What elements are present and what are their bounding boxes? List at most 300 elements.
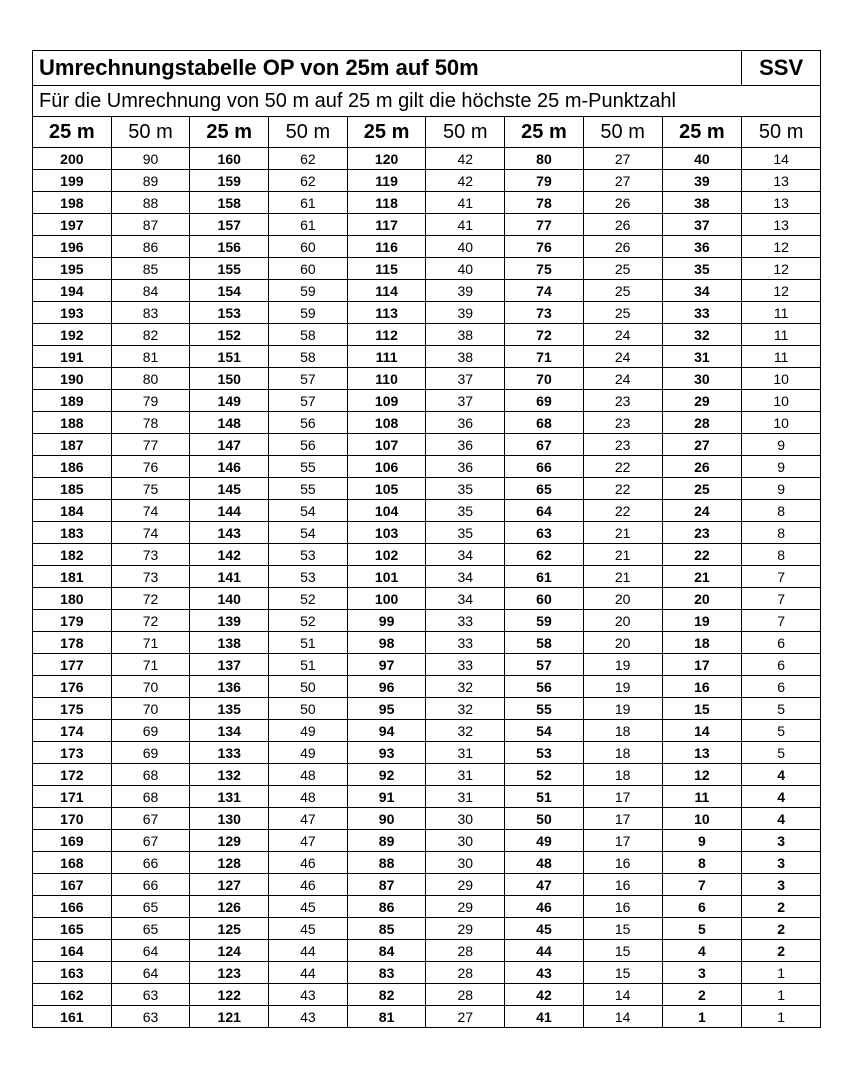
table-row <box>33 148 821 170</box>
score-25m-cell: 93 <box>347 742 426 764</box>
score-50m-cell: 45 <box>269 918 348 940</box>
score-50m-cell: 34 <box>426 566 505 588</box>
score-50m-cell: 16 <box>583 874 662 896</box>
score-50m-cell: 20 <box>583 610 662 632</box>
score-50m-cell: 60 <box>269 236 348 258</box>
score-25m-cell: 104 <box>347 500 426 522</box>
table-row <box>33 610 821 632</box>
score-25m-cell: 125 <box>190 918 269 940</box>
score-25m-cell: 11 <box>662 786 742 808</box>
score-50m-cell: 46 <box>269 852 348 874</box>
score-25m-cell: 60 <box>505 588 584 610</box>
score-50m-cell: 60 <box>269 258 348 280</box>
score-25m-cell: 173 <box>33 742 112 764</box>
score-50m-cell: 36 <box>426 412 505 434</box>
column-header-50m: 50 m <box>111 117 190 148</box>
score-25m-cell: 80 <box>505 148 584 170</box>
score-25m-cell: 114 <box>347 280 426 302</box>
score-50m-cell: 40 <box>426 236 505 258</box>
score-50m-cell: 6 <box>742 632 821 654</box>
score-50m-cell: 16 <box>583 852 662 874</box>
score-25m-cell: 118 <box>347 192 426 214</box>
table-row <box>33 324 821 346</box>
table-row <box>33 654 821 676</box>
score-25m-cell: 99 <box>347 610 426 632</box>
score-25m-cell: 169 <box>33 830 112 852</box>
score-50m-cell: 29 <box>426 896 505 918</box>
score-25m-cell: 165 <box>33 918 112 940</box>
score-25m-cell: 176 <box>33 676 112 698</box>
score-50m-cell: 26 <box>583 192 662 214</box>
score-25m-cell: 196 <box>33 236 112 258</box>
table-row <box>33 170 821 192</box>
score-25m-cell: 52 <box>505 764 584 786</box>
score-50m-cell: 18 <box>583 720 662 742</box>
table-row <box>33 896 821 918</box>
score-50m-cell: 34 <box>426 588 505 610</box>
score-50m-cell: 69 <box>111 742 190 764</box>
score-50m-cell: 26 <box>583 236 662 258</box>
score-25m-cell: 194 <box>33 280 112 302</box>
score-50m-cell: 62 <box>269 148 348 170</box>
score-25m-cell: 42 <box>505 984 584 1006</box>
score-50m-cell: 67 <box>111 808 190 830</box>
score-25m-cell: 58 <box>505 632 584 654</box>
score-50m-cell: 6 <box>742 676 821 698</box>
table-row <box>33 478 821 500</box>
score-50m-cell: 14 <box>583 984 662 1006</box>
score-50m-cell: 69 <box>111 720 190 742</box>
score-25m-cell: 157 <box>190 214 269 236</box>
score-50m-cell: 22 <box>583 456 662 478</box>
score-25m-cell: 161 <box>33 1006 112 1028</box>
score-25m-cell: 100 <box>347 588 426 610</box>
score-50m-cell: 5 <box>742 720 821 742</box>
score-25m-cell: 40 <box>662 148 742 170</box>
score-50m-cell: 31 <box>426 764 505 786</box>
score-50m-cell: 89 <box>111 170 190 192</box>
score-25m-cell: 134 <box>190 720 269 742</box>
score-25m-cell: 70 <box>505 368 584 390</box>
table-row <box>33 280 821 302</box>
score-50m-cell: 24 <box>583 368 662 390</box>
score-50m-cell: 52 <box>269 610 348 632</box>
score-50m-cell: 55 <box>269 456 348 478</box>
score-50m-cell: 54 <box>269 522 348 544</box>
score-50m-cell: 37 <box>426 368 505 390</box>
score-25m-cell: 144 <box>190 500 269 522</box>
score-25m-cell: 184 <box>33 500 112 522</box>
score-50m-cell: 1 <box>742 962 821 984</box>
score-50m-cell: 4 <box>742 808 821 830</box>
score-25m-cell: 105 <box>347 478 426 500</box>
score-25m-cell: 152 <box>190 324 269 346</box>
score-50m-cell: 18 <box>583 764 662 786</box>
score-50m-cell: 19 <box>583 698 662 720</box>
score-25m-cell: 56 <box>505 676 584 698</box>
score-50m-cell: 30 <box>426 830 505 852</box>
score-50m-cell: 13 <box>742 170 821 192</box>
score-25m-cell: 66 <box>505 456 584 478</box>
score-50m-cell: 14 <box>583 1006 662 1028</box>
score-25m-cell: 27 <box>662 434 742 456</box>
score-25m-cell: 115 <box>347 258 426 280</box>
score-50m-cell: 18 <box>583 742 662 764</box>
score-50m-cell: 55 <box>269 478 348 500</box>
score-50m-cell: 83 <box>111 302 190 324</box>
score-50m-cell: 35 <box>426 522 505 544</box>
score-50m-cell: 16 <box>583 896 662 918</box>
table-row <box>33 500 821 522</box>
score-50m-cell: 41 <box>426 214 505 236</box>
score-50m-cell: 73 <box>111 544 190 566</box>
score-25m-cell: 136 <box>190 676 269 698</box>
score-50m-cell: 7 <box>742 588 821 610</box>
score-50m-cell: 46 <box>269 874 348 896</box>
column-header-row <box>33 117 821 148</box>
score-25m-cell: 154 <box>190 280 269 302</box>
column-header-50m: 50 m <box>742 117 821 148</box>
score-50m-cell: 74 <box>111 522 190 544</box>
score-25m-cell: 172 <box>33 764 112 786</box>
score-50m-cell: 47 <box>269 830 348 852</box>
score-50m-cell: 29 <box>426 874 505 896</box>
score-50m-cell: 56 <box>269 412 348 434</box>
score-50m-cell: 9 <box>742 478 821 500</box>
score-50m-cell: 36 <box>426 456 505 478</box>
score-25m-cell: 84 <box>347 940 426 962</box>
score-25m-cell: 10 <box>662 808 742 830</box>
score-25m-cell: 82 <box>347 984 426 1006</box>
score-50m-cell: 87 <box>111 214 190 236</box>
score-25m-cell: 24 <box>662 500 742 522</box>
score-50m-cell: 86 <box>111 236 190 258</box>
score-25m-cell: 21 <box>662 566 742 588</box>
table-row <box>33 192 821 214</box>
score-25m-cell: 153 <box>190 302 269 324</box>
score-25m-cell: 164 <box>33 940 112 962</box>
score-25m-cell: 162 <box>33 984 112 1006</box>
score-25m-cell: 12 <box>662 764 742 786</box>
score-50m-cell: 51 <box>269 654 348 676</box>
score-50m-cell: 35 <box>426 500 505 522</box>
score-25m-cell: 53 <box>505 742 584 764</box>
score-25m-cell: 28 <box>662 412 742 434</box>
table-row <box>33 984 821 1006</box>
score-50m-cell: 43 <box>269 1006 348 1028</box>
score-50m-cell: 49 <box>269 742 348 764</box>
score-25m-cell: 95 <box>347 698 426 720</box>
score-25m-cell: 197 <box>33 214 112 236</box>
score-50m-cell: 37 <box>426 390 505 412</box>
score-25m-cell: 14 <box>662 720 742 742</box>
score-50m-cell: 44 <box>269 962 348 984</box>
score-50m-cell: 48 <box>269 786 348 808</box>
score-50m-cell: 32 <box>426 720 505 742</box>
score-25m-cell: 67 <box>505 434 584 456</box>
score-25m-cell: 103 <box>347 522 426 544</box>
score-50m-cell: 24 <box>583 324 662 346</box>
score-25m-cell: 200 <box>33 148 112 170</box>
score-25m-cell: 78 <box>505 192 584 214</box>
score-25m-cell: 8 <box>662 852 742 874</box>
score-50m-cell: 56 <box>269 434 348 456</box>
score-25m-cell: 101 <box>347 566 426 588</box>
score-25m-cell: 90 <box>347 808 426 830</box>
score-50m-cell: 32 <box>426 676 505 698</box>
score-25m-cell: 146 <box>190 456 269 478</box>
score-50m-cell: 31 <box>426 786 505 808</box>
score-50m-cell: 3 <box>742 874 821 896</box>
column-header-50m: 50 m <box>426 117 505 148</box>
score-50m-cell: 14 <box>742 148 821 170</box>
score-50m-cell: 36 <box>426 434 505 456</box>
score-50m-cell: 3 <box>742 830 821 852</box>
score-50m-cell: 17 <box>583 830 662 852</box>
score-25m-cell: 119 <box>347 170 426 192</box>
score-25m-cell: 131 <box>190 786 269 808</box>
score-50m-cell: 53 <box>269 566 348 588</box>
score-50m-cell: 77 <box>111 434 190 456</box>
score-50m-cell: 38 <box>426 346 505 368</box>
score-50m-cell: 24 <box>583 346 662 368</box>
score-50m-cell: 21 <box>583 566 662 588</box>
score-50m-cell: 23 <box>583 434 662 456</box>
score-50m-cell: 27 <box>583 148 662 170</box>
score-50m-cell: 67 <box>111 830 190 852</box>
score-25m-cell: 140 <box>190 588 269 610</box>
table-row <box>33 720 821 742</box>
column-header-50m: 50 m <box>583 117 662 148</box>
score-50m-cell: 84 <box>111 280 190 302</box>
score-50m-cell: 85 <box>111 258 190 280</box>
table-row <box>33 236 821 258</box>
table-subtitle: Für die Umrechnung von 50 m auf 25 m gilt die höchste 25 m-Punktzahl <box>33 86 821 117</box>
score-50m-cell: 1 <box>742 984 821 1006</box>
score-50m-cell: 10 <box>742 390 821 412</box>
score-50m-cell: 49 <box>269 720 348 742</box>
score-25m-cell: 31 <box>662 346 742 368</box>
score-50m-cell: 42 <box>426 170 505 192</box>
score-25m-cell: 141 <box>190 566 269 588</box>
score-25m-cell: 175 <box>33 698 112 720</box>
score-25m-cell: 96 <box>347 676 426 698</box>
score-50m-cell: 20 <box>583 632 662 654</box>
score-50m-cell: 52 <box>269 588 348 610</box>
score-25m-cell: 39 <box>662 170 742 192</box>
score-25m-cell: 87 <box>347 874 426 896</box>
score-25m-cell: 159 <box>190 170 269 192</box>
score-25m-cell: 91 <box>347 786 426 808</box>
score-25m-cell: 107 <box>347 434 426 456</box>
score-50m-cell: 28 <box>426 984 505 1006</box>
score-50m-cell: 32 <box>426 698 505 720</box>
column-header-25m: 25 m <box>33 117 112 148</box>
table-row <box>33 434 821 456</box>
score-25m-cell: 143 <box>190 522 269 544</box>
score-50m-cell: 39 <box>426 280 505 302</box>
score-25m-cell: 179 <box>33 610 112 632</box>
score-25m-cell: 71 <box>505 346 584 368</box>
score-50m-cell: 68 <box>111 786 190 808</box>
score-50m-cell: 17 <box>583 808 662 830</box>
score-50m-cell: 75 <box>111 478 190 500</box>
score-50m-cell: 65 <box>111 896 190 918</box>
score-25m-cell: 109 <box>347 390 426 412</box>
score-25m-cell: 47 <box>505 874 584 896</box>
score-50m-cell: 19 <box>583 654 662 676</box>
table-row <box>33 830 821 852</box>
score-25m-cell: 34 <box>662 280 742 302</box>
score-50m-cell: 23 <box>583 412 662 434</box>
score-50m-cell: 33 <box>426 654 505 676</box>
score-25m-cell: 110 <box>347 368 426 390</box>
table-row <box>33 302 821 324</box>
score-50m-cell: 81 <box>111 346 190 368</box>
table-row <box>33 412 821 434</box>
score-50m-cell: 7 <box>742 566 821 588</box>
score-50m-cell: 11 <box>742 302 821 324</box>
column-header-25m: 25 m <box>505 117 584 148</box>
score-50m-cell: 61 <box>269 214 348 236</box>
table-row <box>33 786 821 808</box>
score-25m-cell: 89 <box>347 830 426 852</box>
score-50m-cell: 27 <box>426 1006 505 1028</box>
score-25m-cell: 63 <box>505 522 584 544</box>
score-25m-cell: 19 <box>662 610 742 632</box>
table-row <box>33 918 821 940</box>
score-50m-cell: 33 <box>426 610 505 632</box>
score-25m-cell: 198 <box>33 192 112 214</box>
score-50m-cell: 17 <box>583 786 662 808</box>
score-50m-cell: 11 <box>742 324 821 346</box>
score-50m-cell: 88 <box>111 192 190 214</box>
score-50m-cell: 80 <box>111 368 190 390</box>
table-row <box>33 676 821 698</box>
table-row <box>33 390 821 412</box>
score-50m-cell: 22 <box>583 478 662 500</box>
score-50m-cell: 62 <box>269 170 348 192</box>
score-50m-cell: 59 <box>269 280 348 302</box>
score-25m-cell: 45 <box>505 918 584 940</box>
score-25m-cell: 190 <box>33 368 112 390</box>
score-50m-cell: 50 <box>269 698 348 720</box>
conversion-table <box>32 50 821 1028</box>
score-50m-cell: 70 <box>111 676 190 698</box>
score-50m-cell: 53 <box>269 544 348 566</box>
score-50m-cell: 28 <box>426 940 505 962</box>
score-25m-cell: 49 <box>505 830 584 852</box>
score-50m-cell: 8 <box>742 522 821 544</box>
score-50m-cell: 4 <box>742 764 821 786</box>
score-25m-cell: 123 <box>190 962 269 984</box>
score-50m-cell: 2 <box>742 896 821 918</box>
column-header-25m: 25 m <box>347 117 426 148</box>
score-50m-cell: 61 <box>269 192 348 214</box>
score-25m-cell: 23 <box>662 522 742 544</box>
score-25m-cell: 37 <box>662 214 742 236</box>
score-25m-cell: 3 <box>662 962 742 984</box>
score-50m-cell: 57 <box>269 368 348 390</box>
score-25m-cell: 124 <box>190 940 269 962</box>
score-50m-cell: 64 <box>111 940 190 962</box>
score-50m-cell: 90 <box>111 148 190 170</box>
score-25m-cell: 193 <box>33 302 112 324</box>
score-25m-cell: 178 <box>33 632 112 654</box>
score-25m-cell: 57 <box>505 654 584 676</box>
score-25m-cell: 186 <box>33 456 112 478</box>
score-25m-cell: 188 <box>33 412 112 434</box>
score-50m-cell: 12 <box>742 258 821 280</box>
column-header-25m: 25 m <box>190 117 269 148</box>
score-25m-cell: 127 <box>190 874 269 896</box>
score-25m-cell: 133 <box>190 742 269 764</box>
score-25m-cell: 129 <box>190 830 269 852</box>
score-50m-cell: 30 <box>426 808 505 830</box>
score-25m-cell: 191 <box>33 346 112 368</box>
score-25m-cell: 16 <box>662 676 742 698</box>
score-50m-cell: 34 <box>426 544 505 566</box>
score-50m-cell: 8 <box>742 500 821 522</box>
score-25m-cell: 79 <box>505 170 584 192</box>
score-25m-cell: 108 <box>347 412 426 434</box>
score-50m-cell: 57 <box>269 390 348 412</box>
score-25m-cell: 65 <box>505 478 584 500</box>
score-25m-cell: 137 <box>190 654 269 676</box>
score-50m-cell: 9 <box>742 434 821 456</box>
table-row <box>33 940 821 962</box>
score-25m-cell: 76 <box>505 236 584 258</box>
score-50m-cell: 58 <box>269 324 348 346</box>
score-25m-cell: 122 <box>190 984 269 1006</box>
score-50m-cell: 15 <box>583 962 662 984</box>
score-50m-cell: 3 <box>742 852 821 874</box>
score-25m-cell: 72 <box>505 324 584 346</box>
score-25m-cell: 59 <box>505 610 584 632</box>
score-25m-cell: 22 <box>662 544 742 566</box>
score-25m-cell: 50 <box>505 808 584 830</box>
score-50m-cell: 8 <box>742 544 821 566</box>
table-row <box>33 808 821 830</box>
score-50m-cell: 38 <box>426 324 505 346</box>
score-50m-cell: 2 <box>742 918 821 940</box>
score-25m-cell: 4 <box>662 940 742 962</box>
score-25m-cell: 185 <box>33 478 112 500</box>
score-50m-cell: 19 <box>583 676 662 698</box>
score-50m-cell: 15 <box>583 918 662 940</box>
table-row <box>33 698 821 720</box>
score-50m-cell: 30 <box>426 852 505 874</box>
score-25m-cell: 97 <box>347 654 426 676</box>
score-25m-cell: 36 <box>662 236 742 258</box>
score-50m-cell: 35 <box>426 478 505 500</box>
column-header-50m: 50 m <box>269 117 348 148</box>
score-50m-cell: 39 <box>426 302 505 324</box>
score-50m-cell: 54 <box>269 500 348 522</box>
score-50m-cell: 72 <box>111 588 190 610</box>
score-50m-cell: 29 <box>426 918 505 940</box>
score-25m-cell: 86 <box>347 896 426 918</box>
score-25m-cell: 192 <box>33 324 112 346</box>
score-25m-cell: 85 <box>347 918 426 940</box>
score-25m-cell: 1 <box>662 1006 742 1028</box>
score-50m-cell: 20 <box>583 588 662 610</box>
score-25m-cell: 102 <box>347 544 426 566</box>
score-25m-cell: 151 <box>190 346 269 368</box>
score-25m-cell: 9 <box>662 830 742 852</box>
score-50m-cell: 41 <box>426 192 505 214</box>
score-25m-cell: 2 <box>662 984 742 1006</box>
